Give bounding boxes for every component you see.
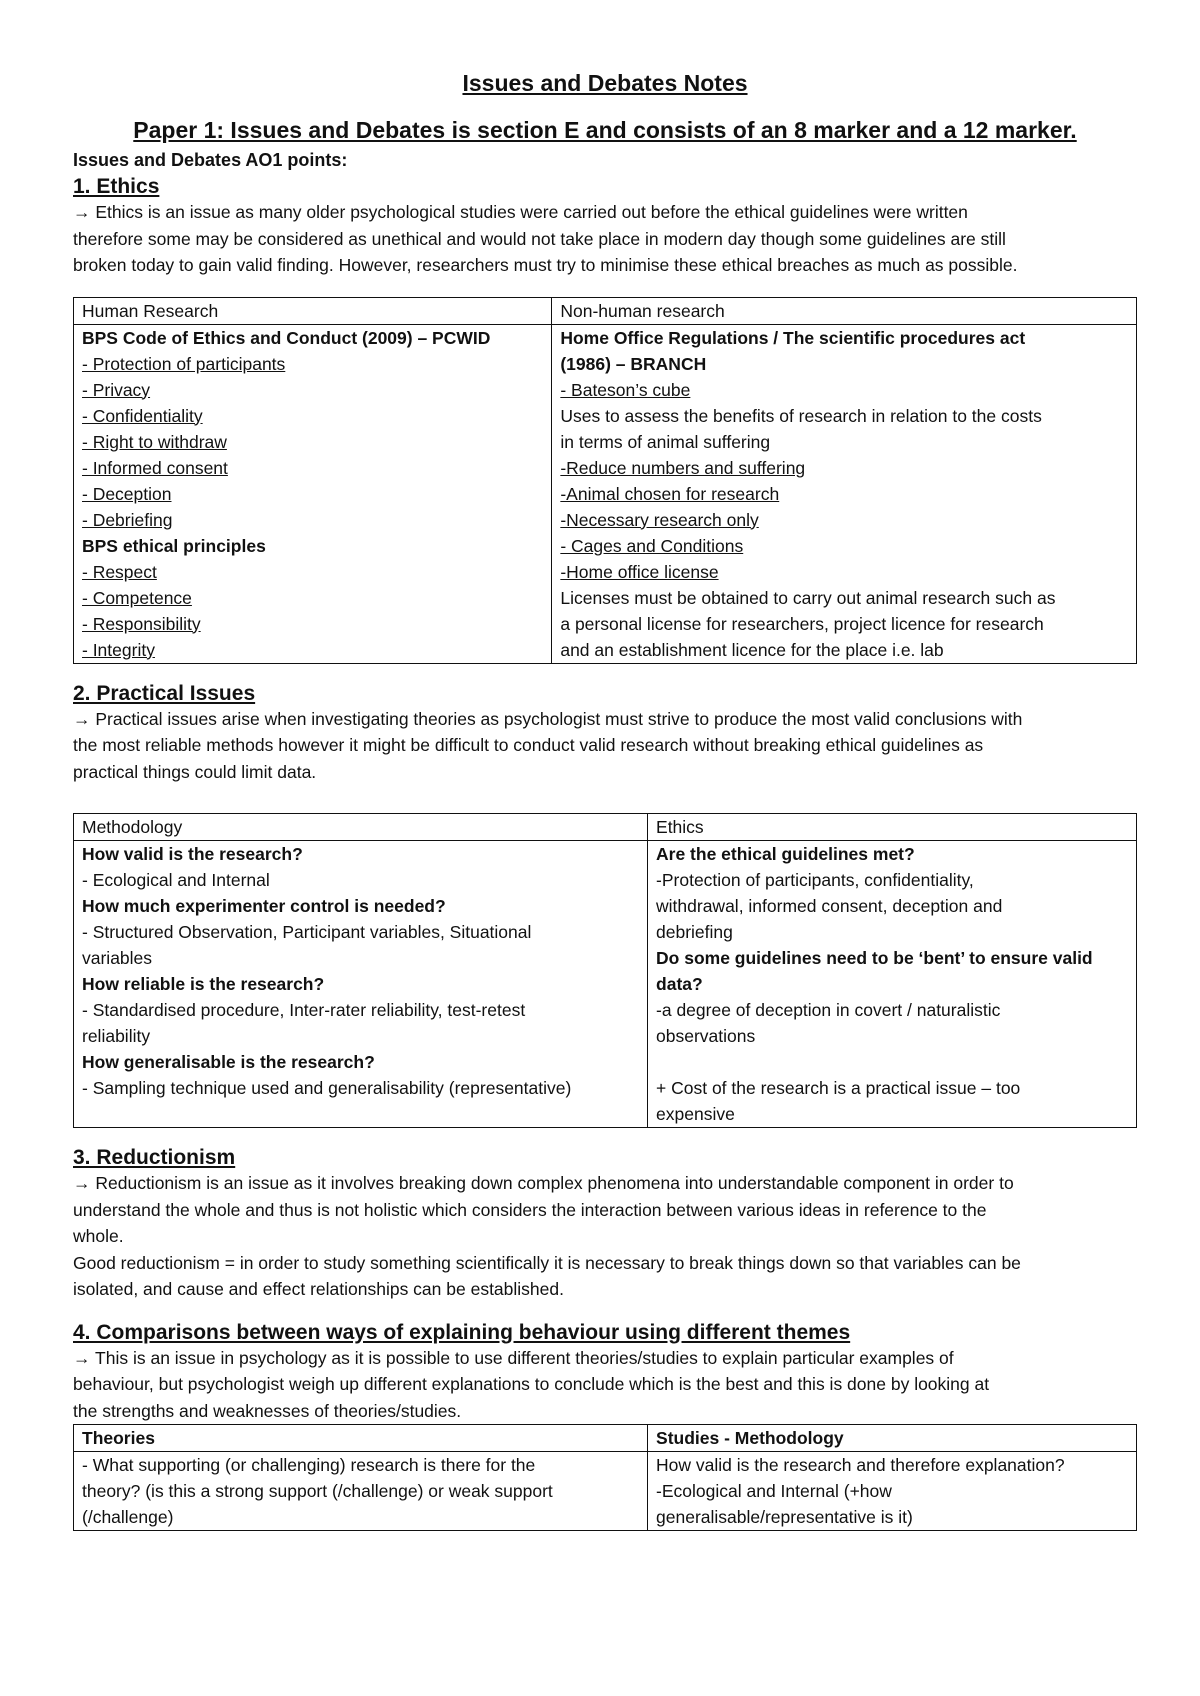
table-header-ethics: Ethics bbox=[648, 814, 1137, 841]
list-item: - Debriefing bbox=[82, 509, 173, 530]
practical-issues-table bbox=[73, 813, 1137, 1128]
arrow-right-icon: → bbox=[73, 708, 91, 729]
list-item: - Informed consent bbox=[82, 457, 228, 478]
list-item: - Bateson’s cube bbox=[560, 379, 691, 400]
human-research-cell bbox=[74, 324, 552, 663]
table-header-studies-methodology: Studies - Methodology bbox=[648, 1425, 1137, 1452]
arrow-right-icon: → bbox=[73, 1347, 91, 1368]
list-item: - Responsibility bbox=[82, 613, 201, 634]
section-comparisons-paragraph: → This is an issue in psychology as it is possible to use different theories/studies to explain particular examples of behaviour, but psychologist weigh up different explanations to conclude which is the best and this is done by looking at the strengths and weaknesses of theories/studies. bbox=[73, 1347, 990, 1421]
section-practical-issues-heading: 2. Practical Issues bbox=[73, 681, 256, 705]
home-office-heading: Home Office Regulations / The scientific procedures act bbox=[560, 327, 1026, 348]
section-reductionism-heading: 3. Reductionism bbox=[73, 1146, 236, 1169]
list-item: - Respect bbox=[82, 561, 157, 582]
table-header-non-human-research: Non-human research bbox=[552, 297, 1137, 324]
list-item: - Cages and Conditions bbox=[560, 535, 744, 556]
arrow-right-icon: → bbox=[73, 202, 91, 222]
section-reductionism-paragraph: → Reductionism is an issue as it involves breaking down complex phenomena into understandable component in order to understand the whole and thus is not holistic which considers the interaction between various ideas in reference to the whole. Good reductionism = in order to study something scientifically it is necessary to break things down so that variables can be isolated, and cause and effect relationships can be established. bbox=[73, 1173, 1021, 1299]
bps-code-heading: BPS Code of Ethics and Conduct (2009) – PCWID bbox=[82, 327, 491, 348]
list-item: - Deception bbox=[82, 483, 172, 504]
section-ethics-paragraph: → Ethics is an issue as many older psychological studies were carried out before the ethical guidelines were written therefore some may be considered as unethical and would not take place in modern day though some guidelines are still broken today to gain valid finding. However, researchers must try to minimise these ethical breaches as much as possible. bbox=[73, 202, 1018, 275]
list-item: - Integrity bbox=[82, 639, 155, 660]
ao1-heading: Issues and Debates AO1 points: bbox=[73, 150, 348, 170]
list-item: -Home office license bbox=[560, 561, 719, 582]
bps-principles-heading: BPS ethical principles bbox=[82, 535, 266, 556]
table-header-methodology: Methodology bbox=[74, 814, 648, 841]
section-practical-paragraph: → Practical issues arise when investigating theories as psychologist must strive to produce the most valid conclusions with the most reliable methods however it might be difficult to conduct valid research without breaking ethical guidelines as practical things could limit data. bbox=[73, 708, 1023, 782]
list-item: - Competence bbox=[82, 587, 192, 608]
list-item: - Confidentiality bbox=[82, 405, 203, 426]
section-comparisons-heading: 4. Comparisons between ways of explaining behaviour using different themes bbox=[73, 1320, 851, 1344]
theories-cell: - What supporting (or challenging) research is there for the theory? (is this a strong support (/challenge) or weak support (/challenge) bbox=[74, 1452, 648, 1531]
ethics-table bbox=[73, 297, 1137, 664]
list-item: -Reduce numbers and suffering bbox=[560, 457, 806, 478]
list-item: -Animal chosen for research bbox=[560, 483, 780, 504]
studies-methodology-cell: How valid is the research and therefore explanation? -Ecological and Internal (+how generalisable/representative is it) bbox=[648, 1452, 1137, 1531]
list-item: -Necessary research only bbox=[560, 509, 759, 530]
comparisons-table bbox=[73, 1424, 1137, 1531]
list-item: - Protection of participants bbox=[82, 353, 286, 374]
ethics-cell: Are the ethical guidelines met? -Protection of participants, confidentiality, withdrawal, informed consent, deception and debriefing Do some guidelines need to be ‘bent’ to ensure valid data? -a degree of deception in covert / naturalistic observations + Cost of the research is a practical issue – too expensive bbox=[648, 841, 1137, 1128]
page-title: Issues and Debates Notes bbox=[462, 70, 748, 96]
page-subtitle: Paper 1: Issues and Debates is section E and consists of an 8 marker and a 12 marker. bbox=[133, 117, 1077, 143]
list-item: - Right to withdraw bbox=[82, 431, 227, 452]
methodology-cell: How valid is the research? - Ecological and Internal How much experimenter control is needed? - Structured Observation, Participant variables, Situational variables How reliable is the research? - Standardised procedure, Inter-rater reliability, test-retest reliability How generalisable is the research? - Sampling technique used and generalisability (representative) bbox=[74, 841, 648, 1128]
non-human-research-cell: Home Office Regulations / The scientific procedures act (1986) – BRANCH - Bateson’s cube Uses to assess the benefits of research in relation to the costs in terms of animal suffering -Reduce numbers and suffering -Animal chosen for research -Necessary research only - Cages and Conditions -Home office license Licenses must be obtained to carry out animal research such as a personal license for researchers, project licence for research and an establishment licence for the place i.e. lab bbox=[552, 324, 1137, 663]
list-item: - Privacy bbox=[82, 379, 151, 400]
section-ethics-heading: 1. Ethics bbox=[73, 175, 160, 198]
table-header-human-research: Human Research bbox=[74, 297, 552, 324]
table-header-theories: Theories bbox=[74, 1425, 648, 1452]
document-page bbox=[73, 70, 1137, 1531]
arrow-right-icon: → bbox=[73, 1173, 91, 1193]
